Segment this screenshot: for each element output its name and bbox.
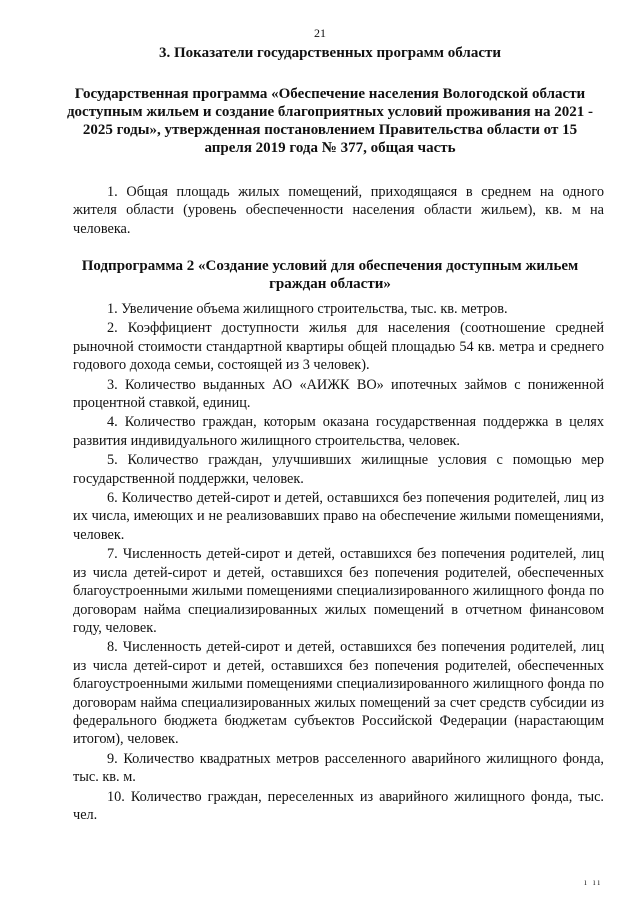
indicator-item: 8. Численность детей-сирот и детей, оставшихся без попечения родителей, лиц из числа детей-сирот и детей, оставшихся без попечения родителей, обеспеченных благоустроенными жилыми помещениями специализированного жилищного фонда по договорам найма специализированных жилых помещений за счет средств субсидии из федерального бюджета бюджетам субъектов Российской Федерации (нарастающим итогом), человек. <box>73 639 604 748</box>
indicator-item: 3. Количество выданных АО «АИЖК ВО» ипотечных займов с пониженной процентной ставкой, единиц. <box>73 376 604 412</box>
indicator-item: 1. Увеличение объема жилищного строительства, тыс. кв. метров. <box>107 301 508 317</box>
section-heading: 3. Показатели государственных программ области <box>158 45 501 61</box>
subprogram-indicator-list <box>73 300 604 824</box>
general-item: 1. Общая площадь жилых помещений, приходящаяся в среднем на одного жителя области (уровень обеспеченности населения области жильем), кв. м на человека. <box>73 184 604 237</box>
indicator-item: 10. Количество граждан, переселенных из аварийного жилищного фонда, тыс. чел. <box>73 788 604 823</box>
indicator-item: 4. Количество граждан, которым оказана государственная поддержка в целях развития индивидуального жилищного строительства, человек. <box>73 414 604 449</box>
indicator-item: 2. Коэффициент доступности жилья для населения (соотношение средней рыночной стоимости стандартной квартиры общей площадью 54 кв. метра и среднего годового дохода семьи, состоящей из 3 человек). <box>73 320 604 374</box>
indicator-item: 7. Численность детей-сирот и детей, оставшихся без попечения родителей, лиц из числа детей-сирот и детей, оставшихся без попечения родителей, обеспеченных благоустроенными жилыми помещениями специализированного жилищного фонда по договорам найма специализированных жилых помещений в отчетном финансовом году, человек. <box>73 546 604 636</box>
footer-mark: ı ıı <box>584 877 602 887</box>
page-number: 21 <box>314 26 326 40</box>
indicator-item: 6. Количество детей-сирот и детей, оставшихся без попечения родителей, лиц из их числа, имеющих и не реализовавших право на обеспечение жилыми помещениями, человек. <box>73 490 604 543</box>
subprogram-heading: Подпрограмма 2 «Создание условий для обеспечения доступным жильем граждан области» <box>81 258 579 292</box>
program-heading: Государственная программа «Обеспечение населения Вологодской области доступным жильем и создание благоприятных условий проживания на 2021 - 2025 годы», утвержденная постановлением Правительства области от 15 апреля 2019 года № 377, общая часть <box>66 86 594 156</box>
indicator-item: 9. Количество квадратных метров расселенного аварийного жилищного фонда, тыс. кв. м. <box>73 750 604 786</box>
indicator-item: 5. Количество граждан, улучшивших жилищные условия с помощью мер государственной поддержки, человек. <box>73 452 604 487</box>
